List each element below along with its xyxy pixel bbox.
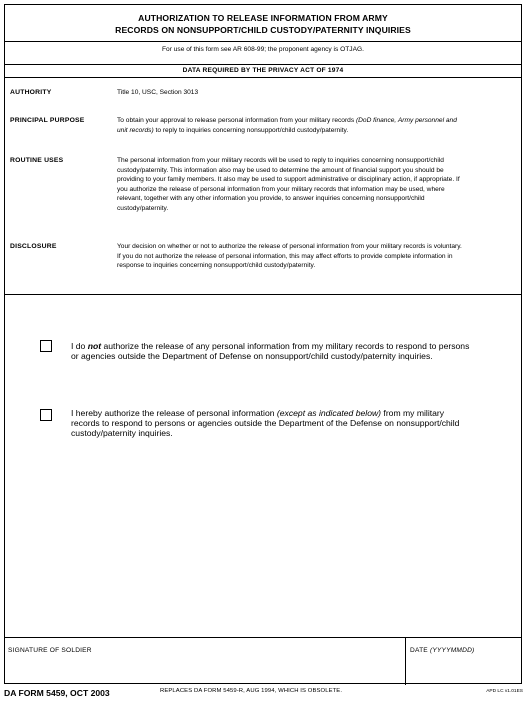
privacy-act-header: DATA REQUIRED BY THE PRIVACY ACT OF 1974 [5, 64, 521, 78]
principal-purpose-italic: (DoD finance, Army personnel and unit records) [117, 117, 457, 134]
do-not-authorize-text-part-1: I do [71, 341, 88, 351]
form-title-block [5, 5, 521, 42]
date-label [410, 647, 474, 654]
section-divider [5, 294, 521, 295]
date-field[interactable] [406, 638, 521, 685]
form-frame [4, 4, 522, 684]
form-title-line-2: RECORDS ON NONSUPPORT/CHILD CUSTODY/PATERNITY INQUIRIES [115, 25, 411, 35]
principal-purpose-label: PRINCIPAL PURPOSE [10, 117, 85, 124]
date-format-hint: (YYYYMMDD) [429, 647, 475, 654]
disclosure-text: Your decision on whether or not to authorize the release of personal information from your military records is voluntary. If you do not authorize the release of personal information, this may affect efforts to provide complete information in response to inquiries concerning nonsupport/child custody/paternity. [117, 243, 462, 269]
authorize-release-italic: (except as indicated below) [276, 408, 382, 418]
authority-text: Title 10, USC, Section 3013 [117, 89, 199, 96]
routine-uses-label: ROUTINE USES [10, 157, 64, 164]
authorize-release-text-part-1: I hereby authorize the release of personal information [71, 408, 277, 418]
do-not-authorize-statement [71, 341, 471, 361]
do-not-authorize-emphasis: not [87, 341, 102, 351]
principal-purpose-text-part-1: To obtain your approval to release personal information from your military records [117, 117, 356, 124]
authorize-release-checkbox[interactable] [40, 409, 52, 421]
signature-row [5, 637, 521, 685]
signature-label: SIGNATURE OF SOLDIER [8, 647, 92, 654]
disclosure-label: DISCLOSURE [10, 243, 57, 250]
date-label-text: DATE [410, 647, 430, 654]
principal-purpose-text [117, 116, 462, 135]
authorize-release-statement [71, 408, 471, 438]
replaces-note: REPLACES DA FORM 5459-R, AUG 1994, WHICH IS OBSOLETE. [160, 688, 343, 694]
routine-uses-text: The personal information from your military records will be used to reply to inquiries concerning nonsupport/child custody/paternity. This information also may be used to determine the amount of financial support you should be providing to your family members. It also may be used to support administrative or disciplinary action, if appropriate. If you authorize the release of personal information from your military records that information may be used, where relevant, together with any other information you provide, to answer inquiries concerning nonsupport/child custody/paternity. [117, 157, 460, 212]
form-title-line-1: AUTHORIZATION TO RELEASE INFORMATION FROM ARMY [138, 13, 388, 23]
form-use-note: For use of this form see AR 608-99; the proponent agency is OTJAG. [162, 46, 364, 53]
form-version: APD LC v1.01ES [486, 689, 523, 694]
do-not-authorize-checkbox[interactable] [40, 340, 52, 352]
principal-purpose-text-part-2: to reply to inquiries concerning nonsupport/child custody/paternity. [153, 126, 349, 134]
do-not-authorize-text-part-2: authorize the release of any personal information from my military records to respond to persons or agencies outside the Department of Defense on nonsupport/child custody/paternity inquiries. [71, 341, 470, 361]
authorize-release-text-part-2: from my military records to respond to persons or agencies outside the Department of the Defense on nonsupport/child custody/paternity inquiries. [71, 408, 460, 438]
signature-field[interactable] [5, 638, 406, 685]
form-number: DA FORM 5459, OCT 2003 [4, 688, 110, 698]
authority-label: AUTHORITY [10, 89, 52, 96]
